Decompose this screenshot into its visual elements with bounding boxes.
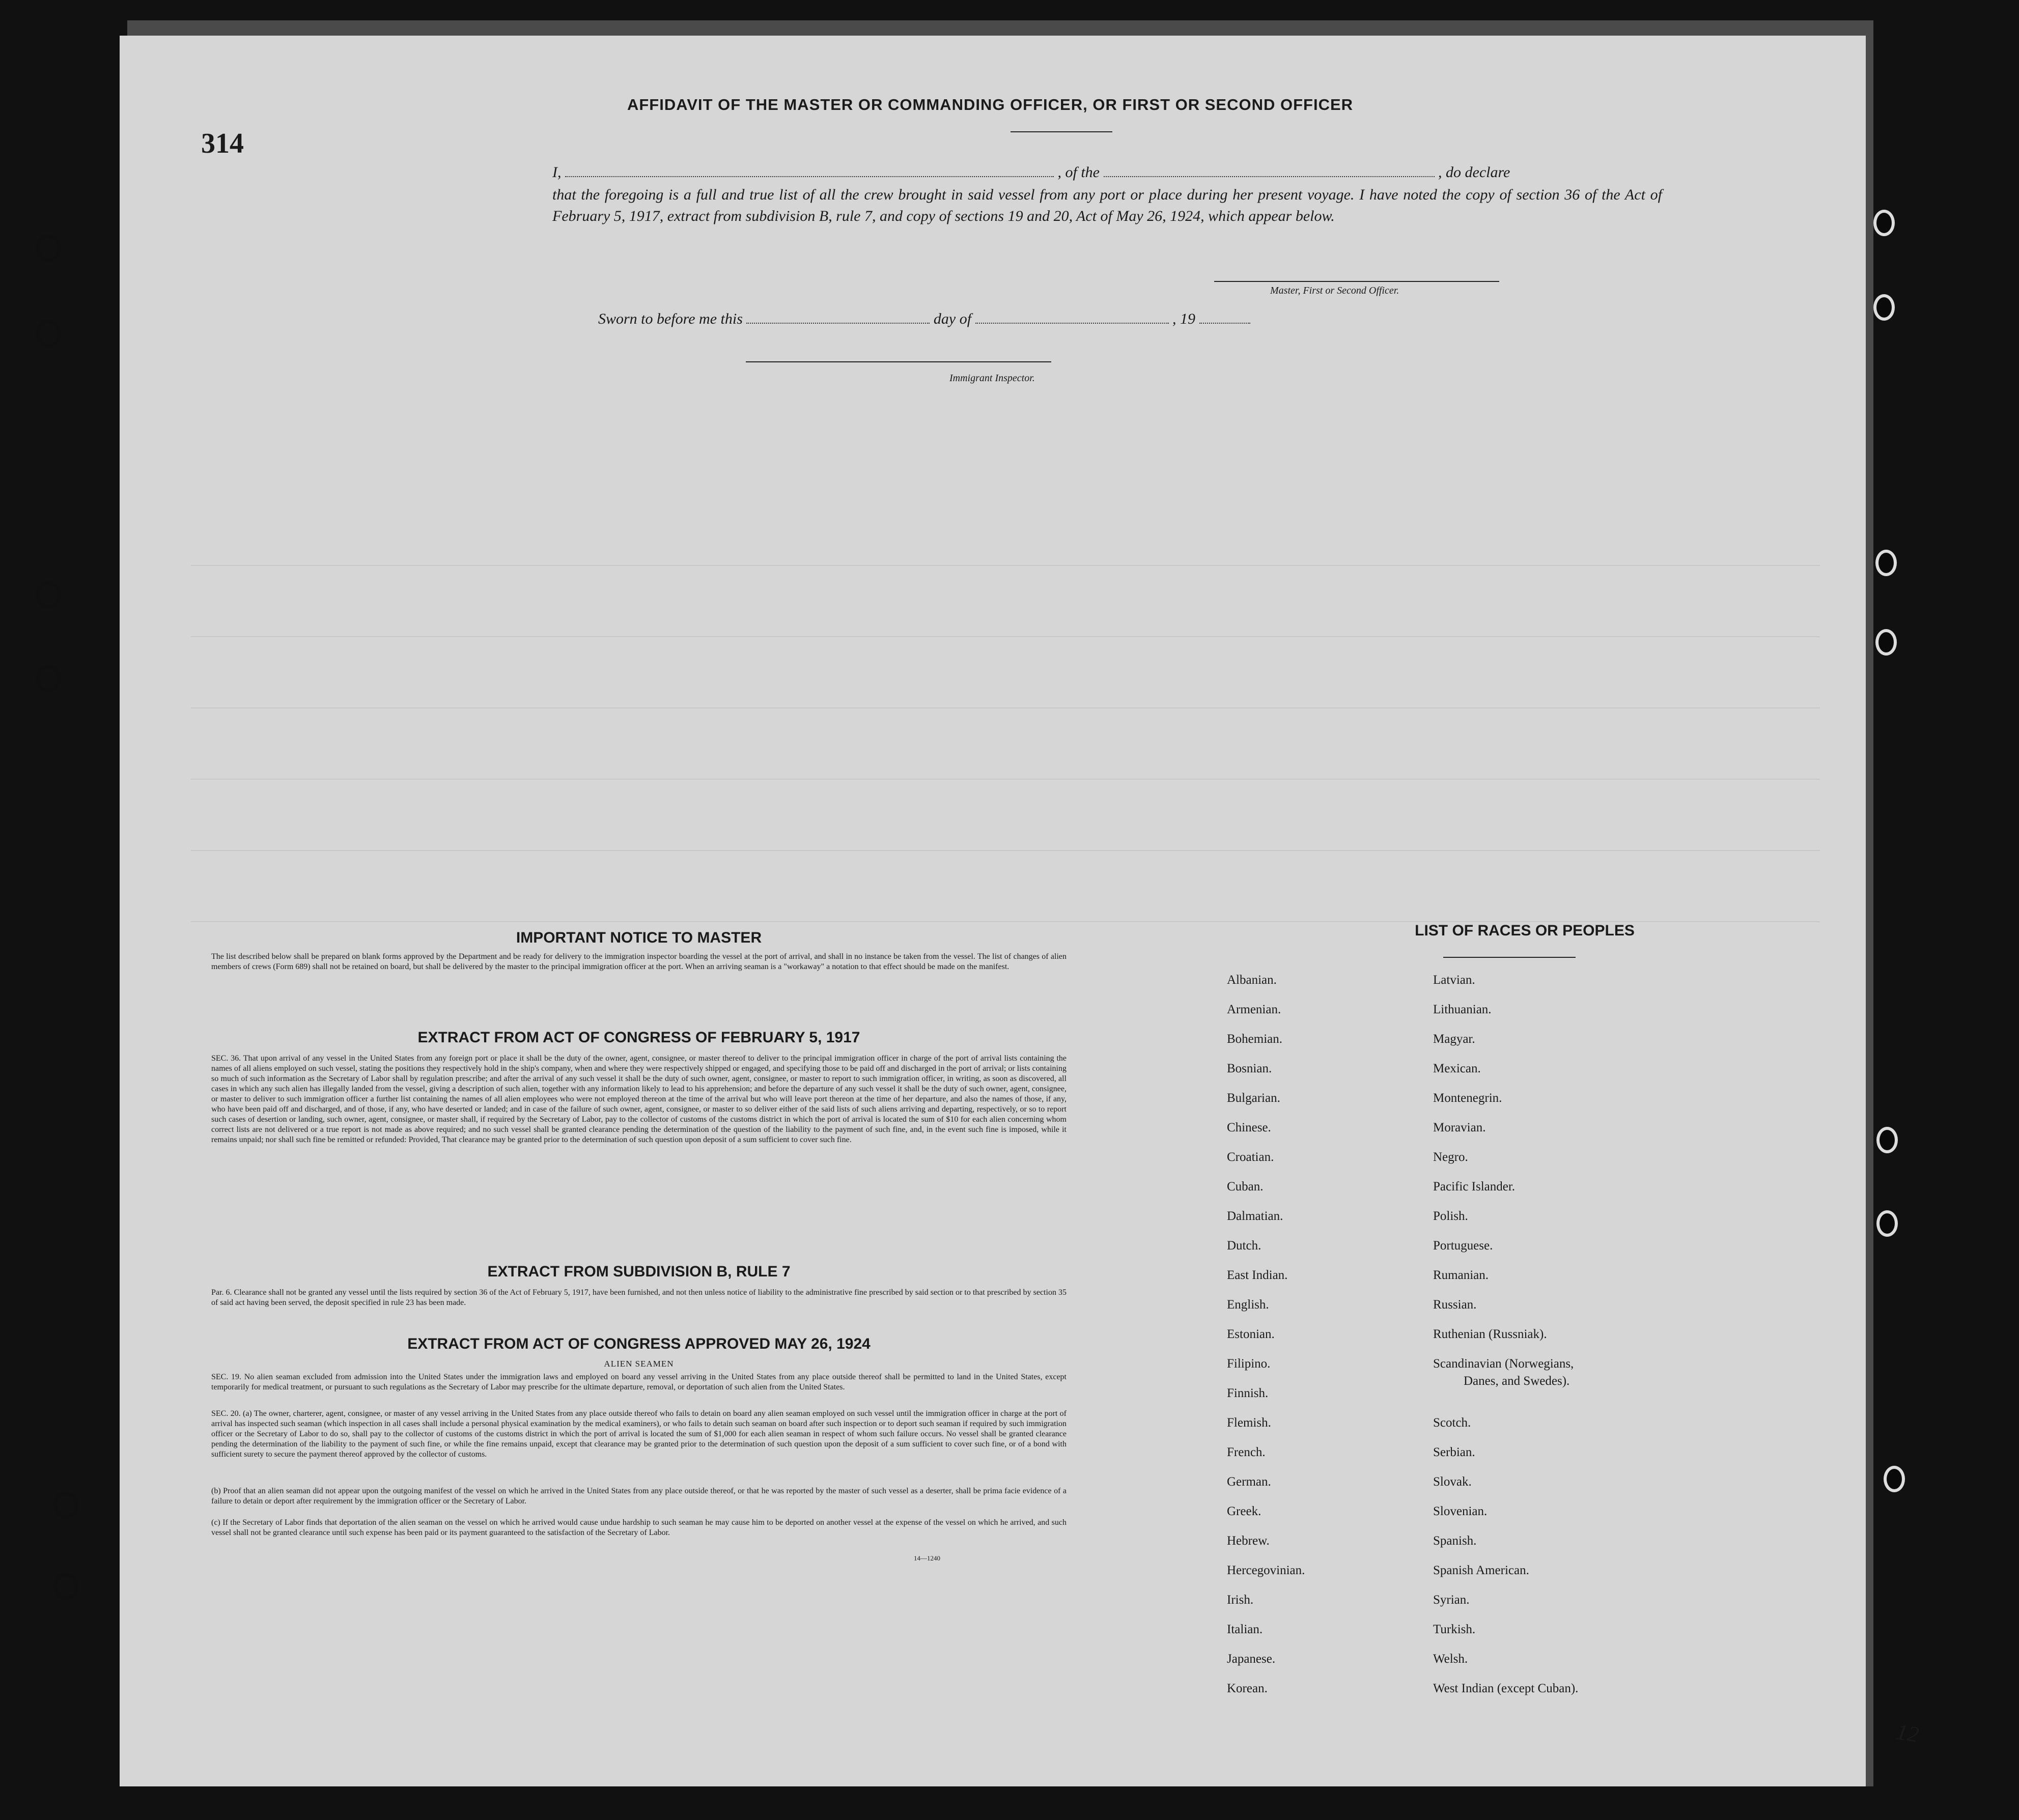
punch-hole [1873,294,1895,321]
race-item: Slovenian. [1433,1504,1488,1518]
race-item: Chinese. [1227,1121,1271,1134]
races-title-underline [1443,957,1576,958]
sworn-month-field[interactable] [975,310,1169,324]
race-item: Polish. [1433,1209,1468,1223]
form-number: 14—1240 [914,1554,940,1562]
race-item: Turkish. [1433,1623,1476,1636]
notice-title: IMPORTANT NOTICE TO MASTER [516,929,762,946]
race-item: Korean. [1227,1682,1268,1695]
sworn-year-field[interactable] [1199,310,1250,324]
race-item: Irish. [1227,1593,1254,1607]
race-item: Scandinavian (Norwegians, [1433,1357,1574,1371]
race-item: Bohemian. [1227,1032,1283,1046]
binder-hole [36,320,61,347]
sworn-day-field[interactable] [746,310,930,324]
sworn-year: , 19 [1172,310,1196,327]
race-item: German. [1227,1475,1271,1489]
title-underline [1011,131,1112,132]
extract-1917-title: EXTRACT FROM ACT OF CONGRESS OF FEBRUARY 5, 1917 [417,1029,860,1046]
extract-1917-text: SEC. 36. That upon arrival of any vessel in the United States from any foreign port or place it shall be the duty of the owner, agent, consignee, or master thereof to deliver to the principal immigration officer in charge of the port of arrival lists containing the names of all aliens employed on such vessel, stating the positions they respectively hold in the ship's company, when and where they were respectively shipped or engaged, and specifying those to be paid off and discharged in the port of arrival; or lists containing so much of such information as the Secretary of Labor shall by regulation prescribe; and after the arrival of any such vessel it shall be the duty of such owner, agent, consignee, or master to report to such immigration officer, in writing, as soon as discovered, all cases in which any such alien has illegally landed from the vessel, giving a description of such alien, together with any information likely to lead to his apprehension; and before the departure of any such vessel it shall be the duty of such owner, agent, consignee, or master to deliver to such immigration officer a further list containing the names of all alien employees who were not employed thereon at the time of the arrival but who will leave port thereon at the time of her departure, and also the names of those, if any, who have been paid off and discharged, and of those, if any, who have deserted or landed; and in case of the failure of such owner, agent, consignee, or master to so deliver either of the said lists of such aliens arriving and departing, respectively, or so to report such cases of desertion or landing, such owner, agent, consignee, or master shall, if required by the Secretary of Labor, pay to the collector of customs of the customs district in which the port of arrival is located the sum of $10 for each alien concerning whom correct lists are not delivered or a true report is not made as above required; and no such vessel shall be granted clearance pending the determination of the question of the liability to the payment of such fine, and, in the event such fine is imposed, while it remains unpaid; nor shall such fine be remitted or refunded: Provided, That clearance may be granted prior to the determination of such question upon deposit of a sum sufficient to cover such fine. [211,1054,1067,1144]
bleed-through-line [191,850,1820,851]
race-item: Lithuanian. [1433,1003,1492,1016]
race-item: Mexican. [1433,1062,1481,1075]
inspector-caption: Immigrant Inspector. [949,373,1035,384]
affidavit-declare: , do declare [1438,164,1510,181]
race-item: Moravian. [1433,1121,1486,1134]
binder-hole [36,665,61,692]
race-item: Armenian. [1227,1003,1281,1016]
punch-hole [1884,1466,1905,1492]
page-number-mark: 314 [201,128,244,159]
extract-1924-sec20a: SEC. 20. (a) The owner, charterer, agent, consignee, or master of any vessel arriving in the United States from any place outside thereof who fails to detain on board any alien seaman employed on such vessel until the immigration officer in charge at the port of arrival has inspected such seaman (which inspection in all cases shall include a personal physical examination by the medical examiners), or who fails to detain such seaman on board after such inspection or to deport such seaman if required by such immigration officer or the Secretary of Labor to do so, shall pay to the collector of customs of the customs district in which the port of arrival is located the sum of $1,000 for each alien seaman in respect of whom such failure occurs. No vessel shall be granted clearance pending the determination of the liability to the payment of such fine, or while the fine remains unpaid, except that clearance may be granted prior to the determination of such question upon the deposit of a sum sufficient to cover such fine, or of a bond with sufficient surety to secure the payment thereof approved by the collector of customs. [211,1409,1067,1459]
race-item: Portuguese. [1433,1239,1493,1253]
signer-caption: Master, First or Second Officer. [1270,285,1399,296]
race-item: East Indian. [1227,1268,1288,1282]
race-item: Flemish. [1227,1416,1271,1430]
punch-hole [1876,1127,1898,1153]
punch-hole [1875,629,1897,656]
bleed-through-line [191,636,1820,637]
race-item: Japanese. [1227,1652,1276,1666]
race-item: Ruthenian (Russniak). [1433,1327,1547,1341]
punch-hole [1873,210,1895,236]
race-item: English. [1227,1298,1269,1312]
punch-hole [1876,1210,1898,1237]
bleed-through-line [191,707,1820,708]
race-item: Italian. [1227,1623,1263,1636]
sworn-line [598,308,1250,330]
race-item: Hebrew. [1227,1534,1270,1548]
race-item: Welsh. [1433,1652,1468,1666]
race-item: Hercegovinian. [1227,1563,1305,1577]
race-item: Bosnian. [1227,1062,1272,1075]
officer-name-field[interactable] [565,164,1054,177]
sworn-prefix: Sworn to before me this [598,310,743,327]
race-item: Latvian. [1433,973,1475,987]
race-item: Cuban. [1227,1180,1264,1193]
inspector-signature-line[interactable] [746,361,1051,362]
extract-1924-sec19: SEC. 19. No alien seaman excluded from admission into the United States under the immigration laws and employed on board any vessel arriving in the United States from any place outside thereof shall be permitted to land in the United States, except temporarily for medical treatment, or pursuant to such regulations as the Secretary of Labor may prescribe for the ultimate departure, removal, or deportation of such alien from the United States. [211,1373,1067,1391]
race-item: Greek. [1227,1504,1261,1518]
race-item: Dalmatian. [1227,1209,1283,1223]
extract-1924-title: EXTRACT FROM ACT OF CONGRESS APPROVED MAY 26, 1924 [407,1335,871,1352]
race-item: Montenegrin. [1433,1091,1502,1105]
bleed-through-line [191,779,1820,780]
binder-hole [36,581,61,609]
race-item: Russian. [1433,1298,1477,1312]
corner-mark: 12 [1894,1719,1921,1748]
race-item: Croatian. [1227,1150,1274,1164]
vessel-name-field[interactable] [1104,164,1435,177]
race-item: Rumanian. [1433,1268,1489,1282]
affidavit-declaration-line [552,162,1672,183]
race-item: Estonian. [1227,1327,1275,1341]
race-item: Negro. [1433,1150,1468,1164]
race-item: Scotch. [1433,1416,1471,1430]
race-item: Magyar. [1433,1032,1475,1046]
punch-hole [1875,550,1897,576]
race-item: Slovak. [1433,1475,1472,1489]
signature-line[interactable] [1214,281,1499,282]
affidavit-body: that the foregoing is a full and true list of all the crew brought in said vessel from any port or place during her present voyage. I have noted the copy of section 36 of the Act of February 5, 1917, extract from subdivision B, rule 7, and copy of sections 19 and 20, Act of May 26, 1924, which appear below. [552,186,1662,224]
race-item: Danes, and Swedes). [1464,1374,1570,1388]
race-item: Serbian. [1433,1445,1475,1459]
race-item: Albanian. [1227,973,1277,987]
binder-hole [53,1573,79,1600]
extract-rule7-title: EXTRACT FROM SUBDIVISION B, RULE 7 [487,1263,791,1280]
notice-text: The list described below shall be prepared on blank forms approved by the Department and be ready for delivery to the immigration inspector boarding the vessel at the port of arrival, and shall in no instance be taken from the vessel. The list of changes of alien members of crews (Form 689) shall not be retained on board, but shall be delivered by the master to the principal immigration officer at the port. When an arriving seaman is a "workaway" a notation to that effect should be made on the manifest. [211,952,1067,971]
race-item: Syrian. [1433,1593,1470,1607]
races-title: LIST OF RACES OR PEOPLES [1415,922,1635,939]
bleed-through-line [191,565,1820,566]
race-item: Filipino. [1227,1357,1271,1371]
race-item: Dutch. [1227,1239,1261,1253]
affidavit-of-the: , of the [1057,164,1100,181]
extract-rule7-text: Par. 6. Clearance shall not be granted any vessel until the lists required by section 36 of the Act of February 5, 1917, have been furnished, and not then unless notice of liability to the administrative fine prescribed by said section or to that prescribed by section 35 of said act having been served, the deposit specified in rule 23 has been made. [211,1288,1067,1307]
extract-1924-sec20b: (b) Proof that an alien seaman did not appear upon the outgoing manifest of the vessel on which he arrived in the United States from any place outside thereof, or that he was reported by the master of such vessel as a deserter, shall be prima facie evidence of a failure to detain or deport after requirement by the immigration officer or the Secretary of Labor. [211,1487,1067,1505]
race-item: Finnish. [1227,1386,1269,1400]
race-item: French. [1227,1445,1266,1459]
race-item: Spanish American. [1433,1563,1529,1577]
binder-hole [36,234,61,262]
affidavit-title: AFFIDAVIT OF THE MASTER OR COMMANDING OFFICER, OR FIRST OR SECOND OFFICER [627,96,1354,113]
race-item: West Indian (except Cuban). [1433,1682,1579,1695]
extract-1924-sec20c: (c) If the Secretary of Labor finds that deportation of the alien seaman on the vessel on which he arrived would cause undue hardship to such seaman he may cause him to be deported on another vessel at the expense of the vessel on which he arrived, and such vessel shall not be granted clearance until such expense has been paid or its payment guaranteed to the satisfaction of the Secretary of Labor. [211,1518,1067,1537]
race-item: Pacific Islander. [1433,1180,1516,1193]
binder-hole [53,1491,79,1519]
extract-1924-subtitle: ALIEN SEAMEN [604,1359,674,1369]
race-item: Spanish. [1433,1534,1477,1548]
affidavit-i: I, [552,164,562,181]
sworn-day-of: day of [933,310,972,327]
manifest-page [120,36,1921,1786]
race-item: Bulgarian. [1227,1091,1280,1105]
